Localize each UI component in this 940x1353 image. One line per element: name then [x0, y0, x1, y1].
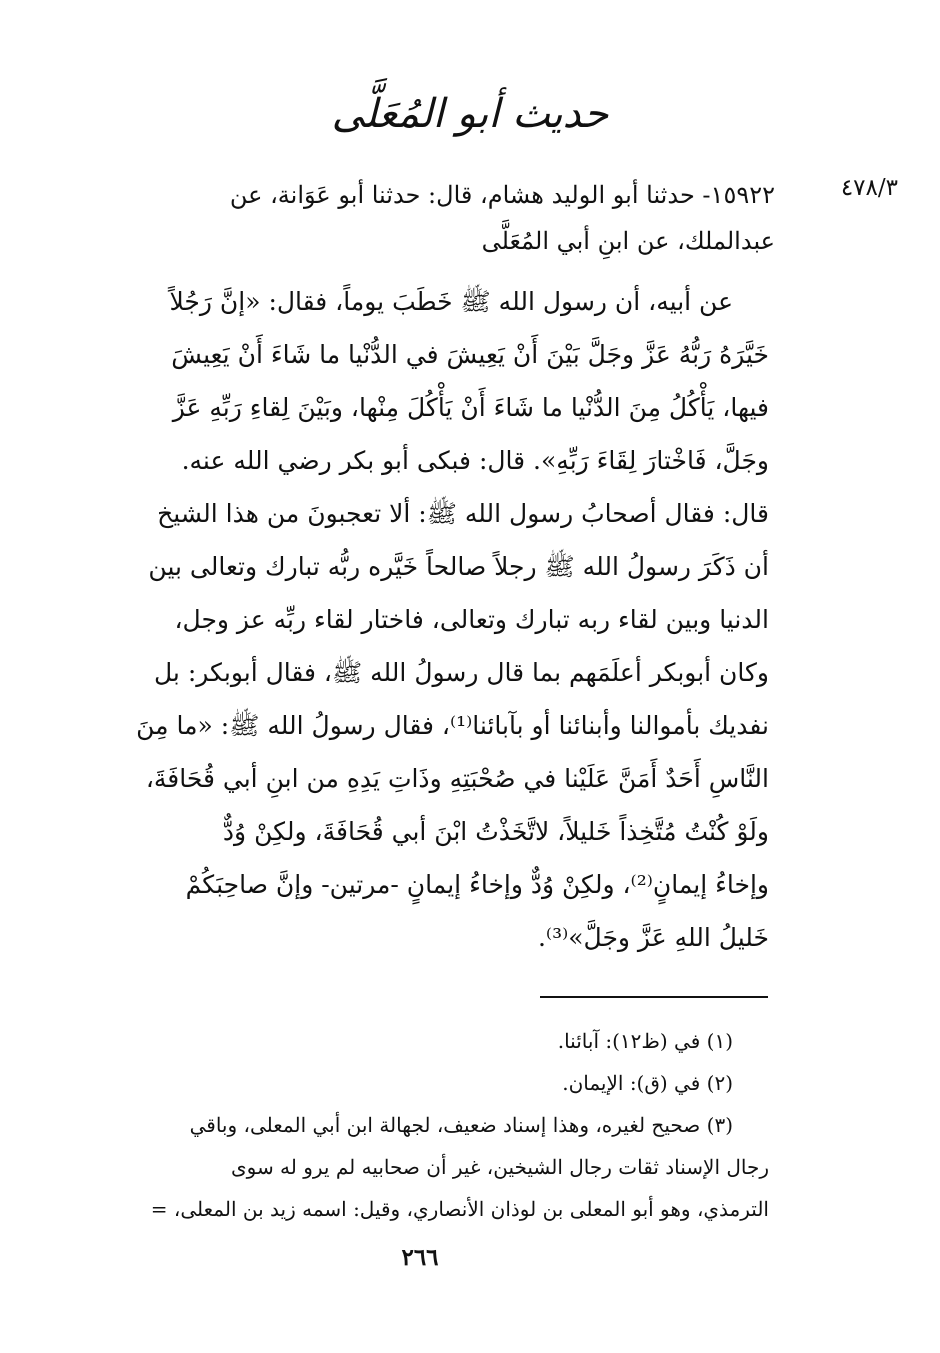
footnote: (٢) في (ق): الإيمان.	[562, 1071, 733, 1095]
footnote-separator	[540, 996, 768, 998]
text-line: فيها، يَأْكُلُ مِنَ الدُّنْيا ما شَاءَ أَنْ يَأْكُلَ مِنْها، وبَيْنَ لِقاءِ رَبِّهِ عَزَّ	[172, 393, 769, 422]
footnote-continuation: رجال الإسناد ثقات رجال الشيخين، غير أن صحابيه لم يرو له سوى	[230, 1155, 769, 1179]
text-line: قال: فقال أصحابُ رسول الله ﷺ: ألا تعجبونَ من هذا الشيخ	[157, 499, 769, 528]
footnotes	[63, 1020, 769, 1230]
chapter-title: حديث أبو المُعَلَّى	[331, 91, 609, 137]
isnad-line: عبدالملك، عن ابنِ أبي المُعَلَّى	[481, 227, 775, 255]
footnote: (٣) صحيح لغيره، وهذا إسناد ضعيف، لجهالة ابن أبي المعلى، وباقي	[189, 1113, 733, 1137]
text-line: نفديك بأموالنا وأبنائنا أو بآبائنا⁽¹⁾، فقال رسولُ الله ﷺ: «ما مِنَ	[136, 711, 769, 740]
footnote-continuation: الترمذي، وهو أبو المعلى بن لوذان الأنصاري، وقيل: اسمه زيد بن المعلى، =	[150, 1197, 769, 1221]
page-number: ٢٦٦	[401, 1244, 439, 1271]
isnad-line: ١٥٩٢٢- حدثنا أبو الوليد هشام، قال: حدثنا أبو عَوَانة، عن	[229, 181, 775, 209]
text-line: النَّاسِ أَحَدٌ أَمَنَّ عَلَيْنا في صُحْبَتِهِ وذَاتِ يَدِهِ من ابنِ أبي قُحَافَةَ،	[145, 764, 769, 793]
text-line: أن ذَكَرَ رسولُ الله ﷺ رجلاً صالحاً خَيَّره ربُّه تبارك وتعالى بين	[148, 552, 769, 581]
hadith-text	[63, 275, 769, 964]
text-line: الدنيا وبين لقاء ربه تبارك وتعالى، فاختار لقاء ربِّه عز وجل،	[174, 605, 769, 634]
text-line: وكان أبوبكر أعلَمَهم بما قال رسولُ الله ﷺ، فقال أبوبكر: بل	[154, 658, 769, 687]
text-line: ولَوْ كُنْتُ مُتَّخِذاً خَليلاً، لاتَّخَذْتُ ابْنَ أبي قُحَافَةَ، ولكِنْ وُدٌّ	[222, 817, 769, 846]
footnote: (١) في (ظ١٢): آبائنا.	[557, 1029, 733, 1053]
hadith-isnad	[75, 172, 775, 264]
text-line: وجَلَّ، فَاخْتارَ لِقَاءَ رَبِّهِ». قال: فبكى أبو بكر رضي الله عنه.	[181, 446, 769, 475]
text-line: عن أبيه، أن رسول الله ﷺ خَطَبَ يوماً، فقال: «إنَّ رَجُلاً	[169, 287, 733, 316]
text-line: خَيَّرَهُ رَبُّهُ عَزَّ وجَلَّ بَيْنَ أَنْ يَعِيشَ في الدُّنْيا ما شَاءَ أَنْ يَعِيشَ	[171, 340, 769, 369]
text-line: خَليلُ اللهِ عَزَّ وجَلَّ»⁽³⁾.	[537, 923, 769, 952]
volume-page-reference: ٤٧٨/٣	[840, 175, 898, 201]
text-line: وإخاءُ إيمانٍ⁽²⁾، ولكِنْ وُدٌّ وإخاءُ إيمانٍ -مرتين- وإنَّ صاحِبَكُمْ	[185, 870, 769, 899]
